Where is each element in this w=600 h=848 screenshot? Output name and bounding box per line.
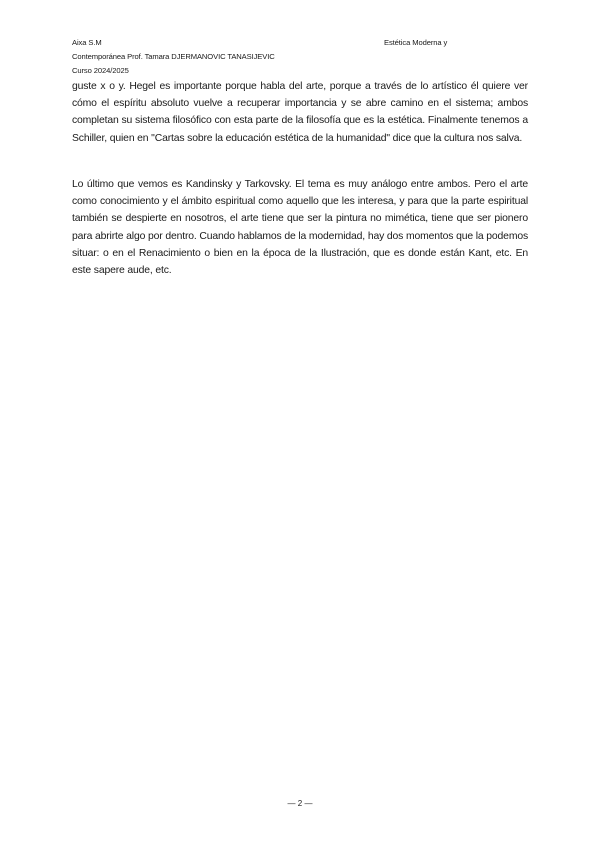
header-course-title: Estética Moderna y <box>384 38 448 47</box>
header-course-subtitle: Contemporánea Prof. Tamara DJERMANOVIC TANASIJEVIC <box>72 52 275 61</box>
header-author: Aixa S.M <box>72 38 102 47</box>
paragraph-kandinsky-tarkovsky: Lo último que vemos es Kandinsky y Tarkovsky. El tema es muy análogo entre ambos. Pero el arte como conocimiento y el ámbito espiritual como aquello que les interesa, y para que la parte espiritual también se despierte en nosotros, el arte tiene que ser la pintura no mimética, tiene que ser pionero para abrirte algo por dentro. Cuando hablamos de la modernidad, hay dos momentos que la podemos situar: o en el Renacimiento o bien en la época de la Ilustración, que es donde están Kant, etc. En este sapere aude, etc. <box>72 179 528 277</box>
page-number: — 2 — <box>287 799 313 808</box>
header-year: Curso 2024/2025 <box>72 66 129 75</box>
paragraph-hegel-schiller: guste x o y. Hegel es importante porque habla del arte, porque a través de lo artístico él quiere ver cómo el espíritu absoluto vuelve a recuperar importancia y se abre camino en el sistema; ambos completan su sistema filosófico con esta parte de la filosofía que es la estética. Finalmente tenemos a Schiller, quien en "Cartas sobre la educación estética de la humanidad" dice que la cultura nos salva. <box>72 81 528 144</box>
